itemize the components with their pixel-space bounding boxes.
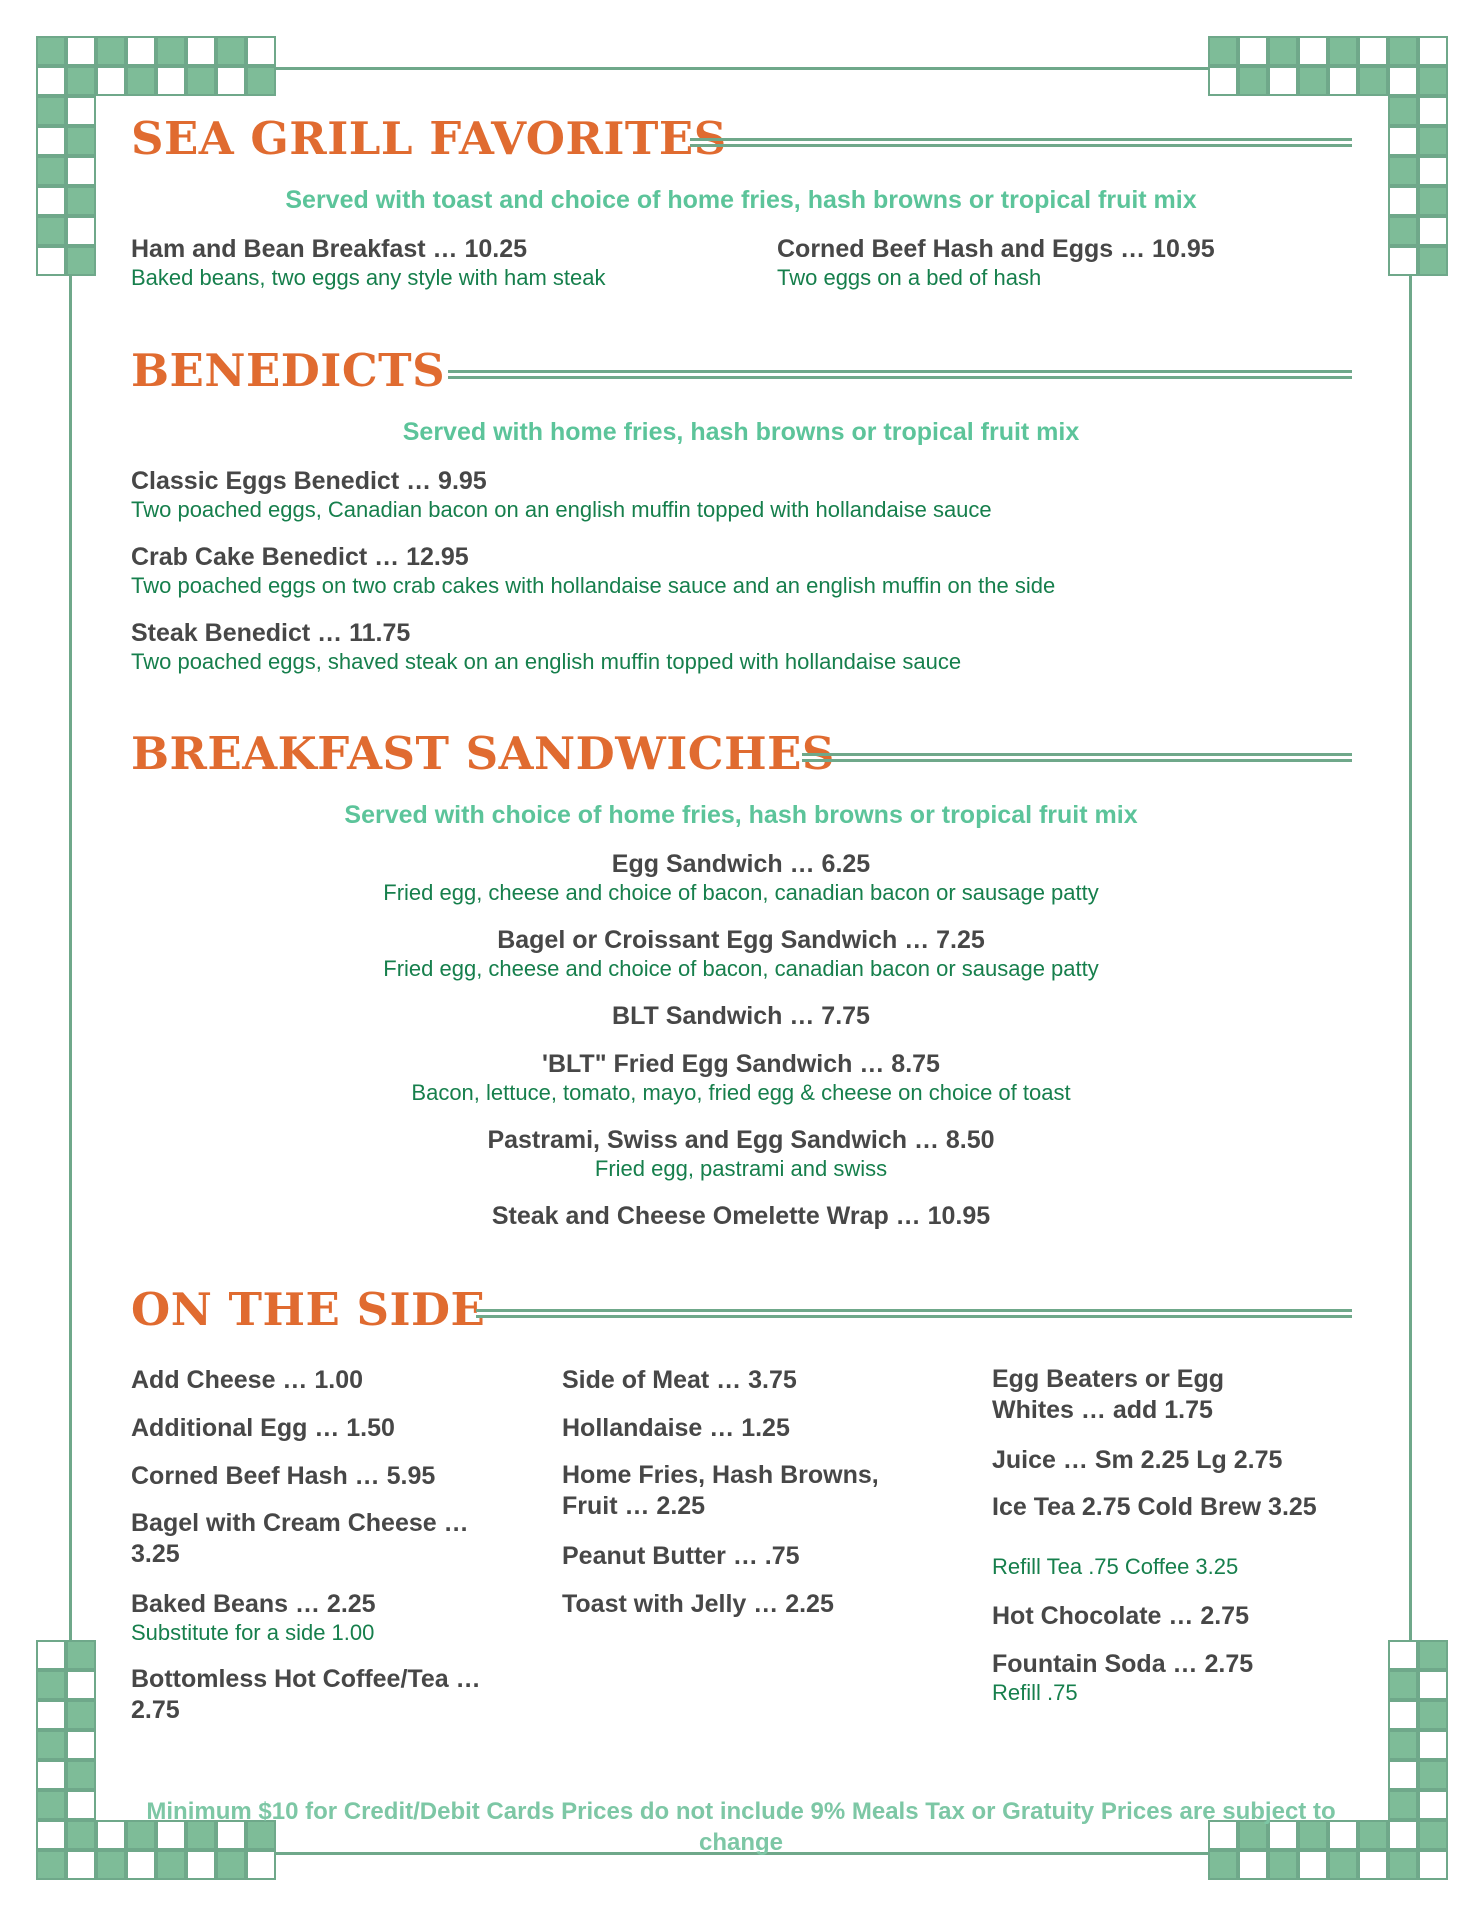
side-item-name: Juice … Sm 2.25 Lg 2.75: [992, 1446, 1283, 1474]
checker-square: [36, 216, 66, 246]
checker-square: [1388, 66, 1418, 96]
checker-square: [1418, 1850, 1448, 1880]
menu-item-desc: Fried egg, cheese and choice of bacon, canadian bacon or sausage patty: [383, 880, 1099, 905]
checker-square: [36, 1820, 66, 1850]
checker-square: [1418, 156, 1448, 186]
side-item-name: Hot Chocolate … 2.75: [992, 1602, 1249, 1630]
checker-square: [36, 66, 66, 96]
checker-square: [216, 66, 246, 96]
checker-square: [1388, 156, 1418, 186]
side-item-name: Fountain Soda … 2.75: [992, 1650, 1254, 1678]
checker-square: [1388, 1700, 1418, 1730]
checker-square: [66, 186, 96, 216]
checker-square: [66, 1670, 96, 1700]
checker-square: [1388, 1730, 1418, 1760]
side-item-name: Add Cheese … 1.00: [131, 1366, 364, 1394]
checker-square: [1418, 126, 1448, 156]
section-rule: [448, 370, 1352, 379]
checker-square: [66, 126, 96, 156]
checker-square: [1418, 1700, 1448, 1730]
checker-square: [1388, 1820, 1418, 1850]
checker-square: [1208, 36, 1238, 66]
menu-item-name: Classic Eggs Benedict … 9.95: [131, 467, 487, 495]
checker-square: [36, 1730, 66, 1760]
footer-note: Minimum $10 for Credit/Debit Cards Prices do not include 9% Meals Tax or Gratuity Prices are subject to change: [146, 1798, 1336, 1856]
checker-square: [66, 216, 96, 246]
checker-square: [1388, 186, 1418, 216]
section-rule: [476, 1309, 1352, 1318]
checker-square: [66, 246, 96, 276]
menu-item-desc: Two poached eggs, shaved steak on an english muffin topped with hollandaise sauce: [131, 649, 962, 674]
checker-square: [1418, 66, 1448, 96]
checker-square: [96, 66, 126, 96]
menu-item-desc: Fried egg, pastrami and swiss: [594, 1156, 888, 1181]
checker-square: [66, 96, 96, 126]
checker-square: [66, 36, 96, 66]
checker-square: [36, 1700, 66, 1730]
checker-square: [36, 246, 66, 276]
menu-item-name: Bagel or Croissant Egg Sandwich … 7.25: [497, 926, 985, 954]
menu-item-desc: Two poached eggs, Canadian bacon on an english muffin topped with hollandaise sauce: [131, 497, 992, 522]
checker-square: [66, 1820, 96, 1850]
checker-square: [1298, 36, 1328, 66]
checker-square: [36, 186, 66, 216]
checker-square: [156, 66, 186, 96]
menu-item-name: Pastrami, Swiss and Egg Sandwich … 8.50: [487, 1126, 995, 1154]
section-rule: [690, 138, 1352, 147]
menu-item-desc: Fried egg, cheese and choice of bacon, canadian bacon or sausage patty: [383, 956, 1099, 981]
checker-square: [126, 66, 156, 96]
checker-square: [1358, 36, 1388, 66]
section-subtitle-sandwiches: Served with choice of home fries, hash browns or tropical fruit mix: [344, 801, 1138, 829]
checker-square: [36, 1850, 66, 1880]
checker-square: [66, 1730, 96, 1760]
checker-square: [186, 36, 216, 66]
checker-square: [1418, 96, 1448, 126]
checker-square: [246, 66, 276, 96]
side-item-name: Additional Egg … 1.50: [131, 1414, 395, 1442]
checker-square: [66, 1700, 96, 1730]
checker-square: [1388, 96, 1418, 126]
checker-square: [1418, 1670, 1448, 1700]
checker-square: [1388, 1640, 1418, 1670]
checker-square: [1418, 1820, 1448, 1850]
menu-item-desc: Bacon, lettuce, tomato, mayo, fried egg & cheese on choice of toast: [411, 1080, 1071, 1105]
menu-item-name: Ham and Bean Breakfast … 10.25: [131, 235, 528, 263]
checker-square: [36, 96, 66, 126]
checker-square: [36, 126, 66, 156]
side-item-name: Bottomless Hot Coffee/Tea … 2.75: [131, 1665, 481, 1724]
checker-square: [1298, 66, 1328, 96]
menu-item-name: BLT Sandwich … 7.75: [612, 1002, 870, 1030]
side-item-name: Hollandaise … 1.25: [562, 1414, 790, 1442]
checker-square: [126, 36, 156, 66]
checker-square: [96, 1850, 126, 1880]
checker-square: [1358, 1820, 1388, 1850]
checker-square: [36, 36, 66, 66]
section-subtitle-benedicts: Served with home fries, hash browns or tropical fruit mix: [402, 418, 1080, 446]
checker-square: [36, 156, 66, 186]
checker-square: [1328, 36, 1358, 66]
checker-square: [1388, 36, 1418, 66]
checker-square: [1268, 66, 1298, 96]
checker-square: [1388, 246, 1418, 276]
menu-item-desc: Two eggs on a bed of hash: [777, 265, 1042, 290]
checker-square: [66, 1790, 96, 1820]
checker-square: [156, 36, 186, 66]
checker-square: [1238, 66, 1268, 96]
checker-square: [36, 1790, 66, 1820]
checker-square: [1418, 1640, 1448, 1670]
checker-square: [96, 1820, 126, 1850]
checker-square: [1238, 36, 1268, 66]
checker-square: [66, 156, 96, 186]
side-item-desc: Substitute for a side 1.00: [131, 1620, 375, 1645]
side-item-name: Peanut Butter … .75: [562, 1542, 800, 1570]
checker-square: [1358, 1850, 1388, 1880]
checker-square: [1328, 66, 1358, 96]
checker-square: [66, 1640, 96, 1670]
checker-square: [36, 1670, 66, 1700]
checker-square: [36, 1640, 66, 1670]
menu-item-name: Crab Cake Benedict … 12.95: [131, 543, 469, 571]
checker-square: [1208, 66, 1238, 96]
checker-square: [1418, 1790, 1448, 1820]
section-subtitle-favorites: Served with toast and choice of home fries, hash browns or tropical fruit mix: [285, 186, 1197, 214]
checker-square: [1418, 186, 1448, 216]
section-title-favorites: SEA GRILL FAVORITES: [131, 112, 727, 165]
checker-square: [216, 36, 246, 66]
side-item-name: Corned Beef Hash … 5.95: [131, 1462, 436, 1490]
checker-square: [1388, 216, 1418, 246]
checker-square: [246, 36, 276, 66]
side-item-name: Ice Tea 2.75 Cold Brew 3.25: [992, 1493, 1317, 1521]
checker-square: [1358, 66, 1388, 96]
checker-square: [186, 66, 216, 96]
side-item-name: Toast with Jelly … 2.25: [562, 1590, 834, 1618]
checker-square: [1418, 1760, 1448, 1790]
menu-item-desc: Baked beans, two eggs any style with ham steak: [131, 265, 606, 290]
menu-item-name: Steak and Cheese Omelette Wrap … 10.95: [491, 1202, 991, 1230]
checker-square: [1388, 1850, 1418, 1880]
side-item-name: Egg Beaters or Egg Whites … add 1.75: [992, 1365, 1224, 1424]
checker-square: [66, 66, 96, 96]
menu-item-desc: Two poached eggs on two crab cakes with hollandaise sauce and an english muffin on the side: [131, 573, 1056, 598]
checker-square: [66, 1850, 96, 1880]
section-title-benedicts: BENEDICTS: [131, 344, 446, 397]
section-title-sandwiches: BREAKFAST SANDWICHES: [131, 727, 835, 780]
section-rule: [802, 753, 1352, 762]
section-title-sides: ON THE SIDE: [131, 1283, 486, 1336]
checker-square: [1388, 1790, 1418, 1820]
menu-item-name: Egg Sandwich … 6.25: [611, 850, 871, 878]
checker-square: [1388, 1670, 1418, 1700]
side-item-desc: Refill .75: [992, 1680, 1078, 1705]
checker-square: [96, 36, 126, 66]
menu-item-name: Steak Benedict … 11.75: [131, 619, 411, 647]
checker-square: [1418, 36, 1448, 66]
checker-square: [1418, 1730, 1448, 1760]
menu-item-name: Corned Beef Hash and Eggs … 10.95: [777, 235, 1215, 263]
checker-square: [1418, 216, 1448, 246]
checker-square: [36, 1760, 66, 1790]
side-item-name: Baked Beans … 2.25: [131, 1590, 376, 1618]
menu-item-name: 'BLT" Fried Egg Sandwich … 8.75: [542, 1050, 940, 1078]
checker-square: [66, 1760, 96, 1790]
checker-square: [1388, 1760, 1418, 1790]
checker-square: [1388, 126, 1418, 156]
side-item-name: Bagel with Cream Cheese … 3.25: [131, 1509, 469, 1568]
side-item-desc: Refill Tea .75 Coffee 3.25: [992, 1554, 1239, 1579]
side-item-name: Side of Meat … 3.75: [562, 1366, 797, 1394]
side-item-name: Home Fries, Hash Browns, Fruit … 2.25: [562, 1461, 879, 1520]
checker-square: [1418, 246, 1448, 276]
checker-square: [1268, 36, 1298, 66]
